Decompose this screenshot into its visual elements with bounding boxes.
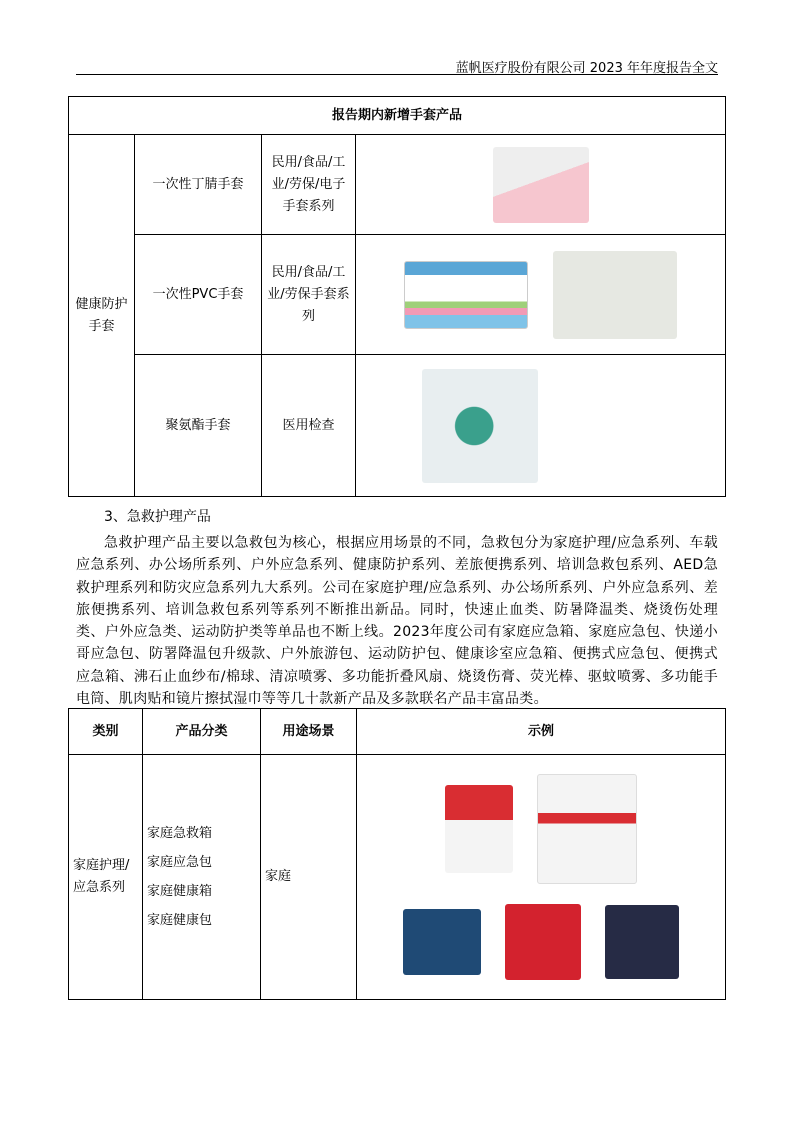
product-cell: 一次性丁腈手套 <box>135 135 262 235</box>
first-aid-box-white-image <box>537 774 637 884</box>
product-list-cell <box>143 755 261 1000</box>
polyurethane-glove-box-image <box>422 369 538 483</box>
scene-cell: 家庭 <box>261 755 357 1000</box>
first-aid-products-table <box>68 708 726 1000</box>
section-paragraph: 急救护理产品主要以急救包为核心，根据应用场景的不同，急救包分为家庭护理/应急系列、车载应急系列、办公场所系列、户外应急系列、健康防护系列、差旅便携系列、培训急救包系列、AED急救护理系列和防灾应急系列九大系列。公司在家庭护理/应急系列、办公场所系列、户外应急系列、差旅便携系列、培训急救包系列等系列不断推出新品。同时，快速止血类、防暑降温类、烧烫伤处理类、户外应急类、运动防护类等单品也不断上线。2023年度公司有家庭应急箱、家庭应急包、快递小哥应急包、防署降温包升级款、户外旅游包、运动防护包、健康诊室应急箱、便携式应急包、便携式应急箱、沸石止血纱布/棉球、清凉喷雾、多功能折叠风扇、烧烫伤膏、荧光棒、驱蚊喷雾、多功能手电筒、肌肉贴和镜片擦拭湿巾等等几十款新产品及多款联名产品丰富品类。 <box>76 535 718 708</box>
table-title: 报告期内新增手套产品 <box>69 97 726 135</box>
product-item: 家庭健康箱 <box>147 884 213 899</box>
pvc-glove-image <box>553 251 677 339</box>
category-cell: 家庭护理/应急系列 <box>69 755 143 1000</box>
table-row <box>69 355 726 497</box>
table-row <box>69 235 726 355</box>
column-header: 产品分类 <box>143 709 261 755</box>
use-cell: 医用检查 <box>262 355 356 497</box>
page-header: 蓝帆医疗股份有限公司 2023 年年度报告全文 <box>455 61 718 76</box>
use-cell: 民用/食品/工业/劳保手套系列 <box>262 235 356 355</box>
example-cell <box>356 355 726 497</box>
first-aid-bag-blue-image <box>403 909 481 975</box>
column-header: 类别 <box>69 709 143 755</box>
product-cell: 聚氨酯手套 <box>135 355 262 497</box>
first-aid-box-red-image <box>445 785 513 873</box>
column-header: 用途场景 <box>261 709 357 755</box>
pvc-glove-box-image <box>404 261 528 329</box>
table-row <box>69 135 726 235</box>
product-cell: 一次性PVC手套 <box>135 235 262 355</box>
section-heading: 3、急救护理产品 <box>104 509 211 525</box>
nitrile-glove-pack-image <box>493 147 589 223</box>
example-cell <box>356 135 726 235</box>
example-cell <box>357 755 726 1000</box>
header-rule <box>76 74 718 75</box>
first-aid-bag-navy-image <box>605 905 679 979</box>
table-row <box>69 755 726 1000</box>
product-item: 家庭急救箱 <box>147 826 213 841</box>
use-cell: 民用/食品/工业/劳保/电子手套系列 <box>262 135 356 235</box>
category-cell: 健康防护手套 <box>69 135 135 497</box>
glove-products-table <box>68 96 726 497</box>
column-header: 示例 <box>357 709 726 755</box>
product-item: 家庭应急包 <box>147 855 213 870</box>
example-cell <box>356 235 726 355</box>
first-aid-bag-red-image <box>505 904 581 980</box>
product-item: 家庭健康包 <box>147 913 213 928</box>
